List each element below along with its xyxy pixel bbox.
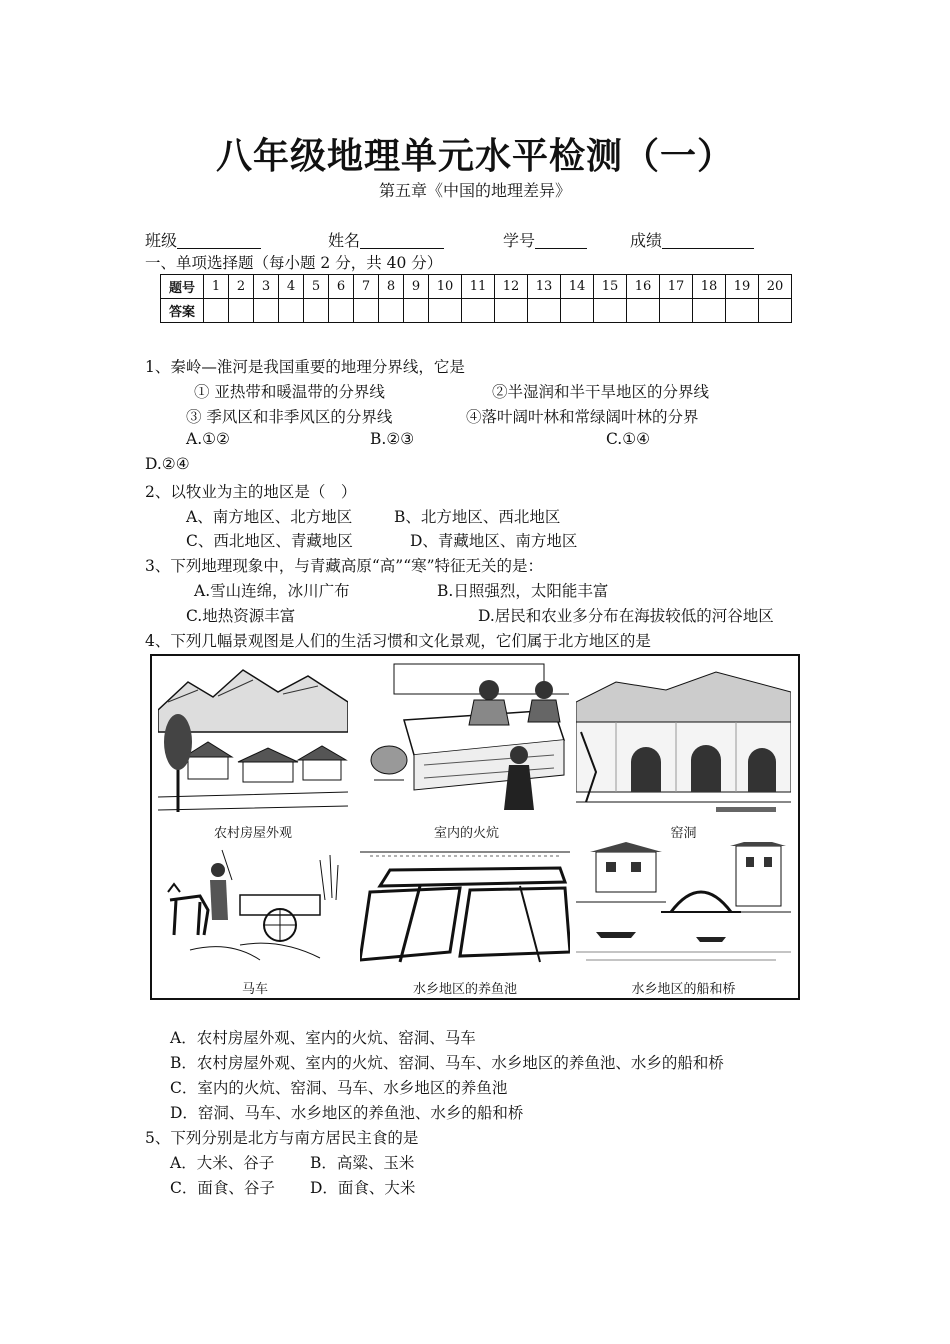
answer-cell[interactable] bbox=[354, 299, 379, 323]
q4-option-b[interactable]: B．农村房屋外观、室内的火炕、窑洞、马车、水乡地区的养鱼池、水乡的船和桥 bbox=[170, 1054, 724, 1072]
q3-stem: 3、下列地理现象中，与青藏高原“高”“寒”特征无关的是： bbox=[145, 557, 544, 575]
answer-cell[interactable] bbox=[404, 299, 429, 323]
score-label: 成绩 bbox=[630, 231, 663, 250]
answer-cell[interactable] bbox=[660, 299, 693, 323]
question-number-cell: 12 bbox=[495, 275, 528, 299]
page-subtitle: 第五章《中国的地理差异》 bbox=[378, 181, 571, 200]
q1-option-c[interactable]: C.①④ bbox=[606, 430, 651, 448]
student-id-field[interactable] bbox=[503, 228, 587, 251]
score-blank[interactable] bbox=[662, 232, 754, 249]
answer-table-number-row bbox=[161, 275, 792, 299]
question-number-cell: 5 bbox=[304, 275, 329, 299]
question-number-cell: 6 bbox=[329, 275, 354, 299]
q1-statement-4: ④落叶阔叶林和常绿阔叶林的分界 bbox=[466, 408, 699, 426]
answer-cell[interactable] bbox=[229, 299, 254, 323]
page-title: 八年级地理单元水平检测（一） bbox=[215, 135, 734, 177]
answer-cell[interactable] bbox=[495, 299, 528, 323]
answer-cell[interactable] bbox=[561, 299, 594, 323]
q3-option-a[interactable]: A.雪山连绵，冰川广布 bbox=[194, 582, 350, 600]
caption-horse-cart: 马车 bbox=[241, 982, 268, 997]
q1-option-a[interactable]: A.①② bbox=[186, 430, 230, 448]
q4-option-a[interactable]: A．农村房屋外观、室内的火炕、窑洞、马车 bbox=[170, 1029, 476, 1047]
answer-cell[interactable] bbox=[429, 299, 462, 323]
question-number-cell: 7 bbox=[354, 275, 379, 299]
answer-cell[interactable] bbox=[759, 299, 792, 323]
answer-cell[interactable] bbox=[254, 299, 279, 323]
caption-cave-dwelling: 窑洞 bbox=[670, 826, 697, 841]
question-number-cell: 4 bbox=[279, 275, 304, 299]
q4-option-d[interactable]: D．窑洞、马车、水乡地区的养鱼池、水乡的船和桥 bbox=[170, 1104, 524, 1122]
class-blank[interactable] bbox=[177, 232, 261, 249]
answer-cell[interactable] bbox=[462, 299, 495, 323]
q1-statement-1: ① 亚热带和暖温带的分界线 bbox=[194, 383, 385, 401]
question-number-cell: 15 bbox=[594, 275, 627, 299]
class-label: 班级 bbox=[145, 231, 178, 250]
q3-option-b[interactable]: B.日照强烈，太阳能丰富 bbox=[437, 582, 609, 600]
name-blank[interactable] bbox=[360, 232, 444, 249]
answer-cell[interactable] bbox=[379, 299, 404, 323]
caption-fish-pond: 水乡地区的养鱼池 bbox=[412, 982, 517, 997]
name-field[interactable] bbox=[328, 228, 444, 251]
answer-cell[interactable] bbox=[304, 299, 329, 323]
answer-table bbox=[160, 274, 792, 323]
horse-cart-illustration bbox=[160, 840, 350, 968]
question-number-cell: 13 bbox=[528, 275, 561, 299]
answer-table-answer-row bbox=[161, 299, 792, 323]
question-number-cell: 11 bbox=[462, 275, 495, 299]
question-number-cell: 10 bbox=[429, 275, 462, 299]
answer-row-label: 答案 bbox=[161, 299, 204, 323]
class-field[interactable] bbox=[145, 228, 261, 251]
q5-option-a[interactable]: A．大米、谷子 bbox=[170, 1154, 275, 1172]
question-number-cell: 9 bbox=[404, 275, 429, 299]
q2-option-a[interactable]: A、南方地区、北方地区 bbox=[186, 508, 353, 526]
answer-cell[interactable] bbox=[204, 299, 229, 323]
caption-heated-kang: 室内的火炕 bbox=[433, 826, 499, 841]
question-number-cell: 18 bbox=[693, 275, 726, 299]
answer-cell[interactable] bbox=[594, 299, 627, 323]
q2-option-d[interactable]: D、青藏地区、南方地区 bbox=[410, 532, 578, 550]
boat-bridge-illustration bbox=[576, 842, 791, 968]
cave-dwelling-illustration bbox=[576, 662, 791, 822]
answer-cell[interactable] bbox=[627, 299, 660, 323]
question-number-cell: 19 bbox=[726, 275, 759, 299]
question-number-cell: 3 bbox=[254, 275, 279, 299]
q2-stem: 2、以牧业为主的地区是（ ） bbox=[145, 483, 357, 501]
question-number-cell: 16 bbox=[627, 275, 660, 299]
question-number-cell: 2 bbox=[229, 275, 254, 299]
question-number-cell: 17 bbox=[660, 275, 693, 299]
caption-rural-houses: 农村房屋外观 bbox=[213, 826, 292, 841]
q2-option-b[interactable]: B、北方地区、西北地区 bbox=[394, 508, 561, 526]
rural-houses-illustration bbox=[158, 662, 348, 822]
question-number-cell: 14 bbox=[561, 275, 594, 299]
answer-cell[interactable] bbox=[329, 299, 354, 323]
question-number-cell: 1 bbox=[204, 275, 229, 299]
q1-statement-3: ③ 季风区和非季风区的分界线 bbox=[186, 408, 393, 426]
q1-option-d[interactable]: D.②④ bbox=[145, 455, 190, 473]
q4-stem: 4、下列几幅景观图是人们的生活习惯和文化景观，它们属于北方地区的是 bbox=[145, 632, 651, 650]
q2-option-c[interactable]: C、西北地区、青藏地区 bbox=[186, 532, 353, 550]
student-id-label: 学号 bbox=[503, 231, 536, 250]
q1-statement-2: ②半湿润和半干旱地区的分界线 bbox=[492, 383, 710, 401]
q5-option-b[interactable]: B．高粱、玉米 bbox=[310, 1154, 415, 1172]
caption-boat-bridge: 水乡地区的船和桥 bbox=[631, 982, 736, 997]
q1-stem: 1、秦岭—淮河是我国重要的地理分界线，它是 bbox=[145, 358, 465, 376]
q4-option-c[interactable]: C．室内的火炕、窑洞、马车、水乡地区的养鱼池 bbox=[170, 1079, 508, 1097]
heated-kang-illustration bbox=[364, 660, 569, 822]
q1-option-b[interactable]: B.②③ bbox=[370, 430, 415, 448]
q3-option-c[interactable]: C.地热资源丰富 bbox=[186, 607, 296, 625]
fish-pond-illustration bbox=[360, 842, 570, 968]
question-number-cell: 8 bbox=[379, 275, 404, 299]
section-heading: 一、单项选择题（每小题 2 分，共 40 分） bbox=[145, 254, 443, 272]
answer-cell[interactable] bbox=[528, 299, 561, 323]
landscape-figure bbox=[150, 654, 800, 1000]
q5-option-c[interactable]: C．面食、谷子 bbox=[170, 1179, 275, 1197]
number-row-label: 题号 bbox=[161, 275, 204, 299]
answer-cell[interactable] bbox=[279, 299, 304, 323]
score-field[interactable] bbox=[630, 228, 754, 251]
q3-option-d[interactable]: D.居民和农业多分布在海拔较低的河谷地区 bbox=[478, 607, 774, 625]
q5-stem: 5、下列分别是北方与南方居民主食的是 bbox=[145, 1129, 419, 1147]
q5-option-d[interactable]: D．面食、大米 bbox=[310, 1179, 416, 1197]
student-id-blank[interactable] bbox=[535, 232, 587, 249]
answer-cell[interactable] bbox=[693, 299, 726, 323]
question-number-cell: 20 bbox=[759, 275, 792, 299]
answer-cell[interactable] bbox=[726, 299, 759, 323]
name-label: 姓名 bbox=[328, 231, 361, 250]
